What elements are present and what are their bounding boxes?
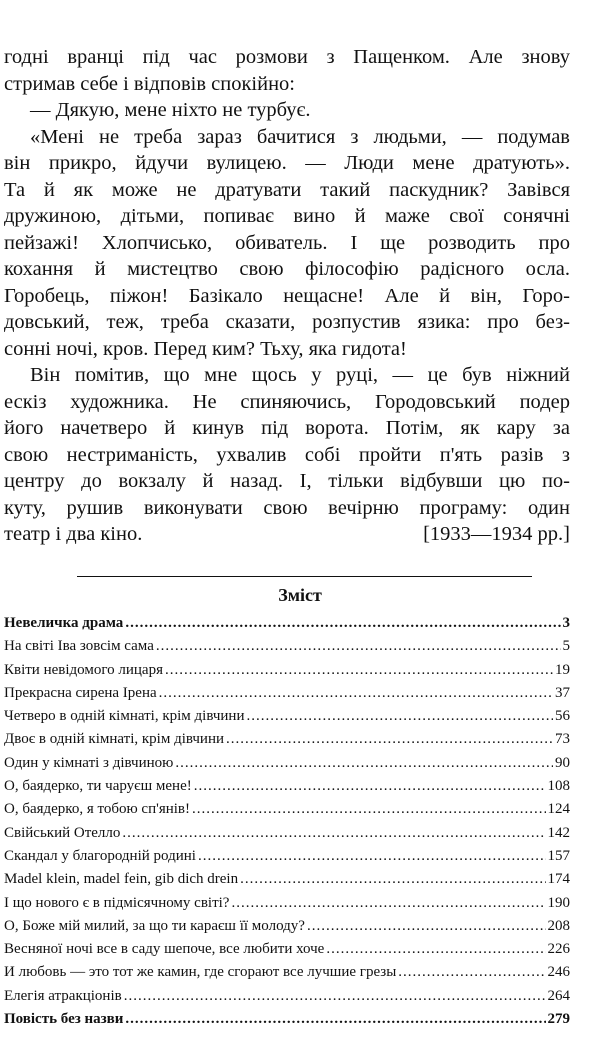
toc-entry-page: 90 — [555, 754, 570, 771]
leader-dots — [226, 728, 553, 751]
toc-entry-title: Елегія атракціонів — [4, 987, 122, 1004]
toc-entry-title: Весняної ночі все в саду шепоче, все любити хоче — [4, 941, 325, 958]
prose-line: куту, рушив виконувати свою вечірню програму: один — [4, 496, 570, 519]
prose-line: стримав себе і відповів спокійно: — [4, 72, 295, 95]
prose-line: ескіз художника. Не спиняючись, Городовський подер — [4, 390, 570, 413]
leader-dots — [240, 868, 545, 891]
toc-entry-page: 124 — [547, 801, 570, 818]
toc-entry-page: 226 — [547, 941, 570, 958]
toc-entry-page: 142 — [547, 824, 570, 841]
leader-dots — [124, 985, 546, 1008]
prose-line: пейзажі! Хлопчисько, обиватель. І ще розводить про — [4, 231, 570, 254]
toc-entry-title: Свійський Отелло — [4, 824, 121, 841]
toc-entry-page: 19 — [555, 661, 570, 678]
toc-entry-page: 73 — [555, 731, 570, 748]
toc-entry[interactable] — [4, 682, 570, 705]
toc-entry[interactable] — [4, 612, 570, 635]
toc-entry[interactable] — [4, 938, 570, 961]
leader-dots — [175, 752, 553, 775]
leader-dots — [326, 938, 545, 961]
toc-entry-page: 264 — [547, 987, 570, 1004]
toc-entry-title: Невеличка драма — [4, 615, 124, 631]
section-divider — [77, 576, 532, 577]
toc-entry[interactable] — [4, 845, 570, 868]
toc-entry-page: 56 — [555, 708, 570, 725]
prose-line: сонні ночі, кров. Перед ким? Тьху, яка гидота! — [4, 337, 407, 360]
toc-entry-page: 190 — [547, 894, 570, 911]
leader-dots — [307, 915, 546, 938]
toc-entry[interactable] — [4, 822, 570, 845]
toc-entry-title: Двоє в одній кімнаті, крім дівчини — [4, 731, 225, 748]
leader-dots — [192, 798, 546, 821]
leader-dots — [159, 682, 553, 705]
prose-text — [4, 44, 570, 548]
toc-entry[interactable] — [4, 1008, 570, 1031]
leader-dots — [246, 705, 553, 728]
date-note: [1933—1934 рр.] — [423, 523, 570, 545]
toc-entry-title: Скандал у благородній родині — [4, 847, 196, 864]
final-line-row — [4, 521, 570, 548]
toc-entry-title: О, Боже мій милий, за що ти караєш її молоду? — [4, 917, 305, 934]
toc-entry-page: 5 — [562, 638, 570, 655]
toc-entry-title: Повість без назви — [4, 1011, 124, 1028]
prose-line: кохання й мистецтво свою філософію радісного осла. — [4, 258, 570, 280]
toc-entry-page: 208 — [547, 917, 570, 934]
prose-line: дружиною, дітьми, попиває вино й маже свої сонячні — [4, 205, 570, 227]
prose-line: Він помітив, що мне щось у руці, — це був ніжний — [30, 364, 570, 386]
toc-entry-page: 3 — [562, 615, 570, 631]
leader-dots — [156, 635, 561, 658]
prose-line: свою нестриманість, ухвалив собі пройти п'ять разів з — [4, 443, 570, 466]
toc-entry[interactable] — [4, 635, 570, 658]
toc-entry-title: І що нового є в підмісячному світі? — [4, 894, 230, 911]
toc-entry-title: Один у кімнаті з дівчиною — [4, 754, 174, 771]
toc-entry[interactable] — [4, 985, 570, 1008]
toc-entry-title: Квіти невідомого лицаря — [4, 661, 163, 678]
prose-line: центру до вокзалу й назад. І, тільки відбувши цю по- — [4, 470, 570, 492]
prose-line: «Мені не треба зараз бачитися з людьми, — подумав — [30, 125, 570, 148]
toc-entry[interactable] — [4, 705, 570, 728]
toc-entry-page: 108 — [547, 778, 570, 795]
leader-dots — [198, 845, 546, 868]
prose-line: він прикро, йдучи вулицею. — Люди мене дратують». — [4, 152, 570, 174]
toc-entry[interactable] — [4, 752, 570, 775]
toc-entry[interactable] — [4, 728, 570, 751]
toc-entry-page: 157 — [547, 847, 570, 864]
prose-line: Горобець, піжон! Базікало нещасне! Але й він, Горо- — [4, 284, 570, 307]
toc-entry[interactable] — [4, 892, 570, 915]
prose-line: театр і два кіно. — [4, 523, 143, 545]
leader-dots — [165, 659, 553, 682]
toc-entry[interactable] — [4, 961, 570, 984]
toc-entry-page: 174 — [547, 871, 570, 888]
leader-dots — [194, 775, 546, 798]
toc-entry-title: О, баядерко, я тобою сп'янів! — [4, 801, 190, 818]
toc-entry[interactable] — [4, 915, 570, 938]
leader-dots — [125, 612, 560, 635]
toc-entry-page: 37 — [555, 684, 570, 701]
toc-entry[interactable] — [4, 868, 570, 891]
toc-entry-page: 279 — [547, 1011, 570, 1028]
leader-dots — [231, 892, 545, 915]
leader-dots — [398, 961, 545, 984]
toc-entry[interactable] — [4, 659, 570, 682]
toc-entry[interactable] — [4, 775, 570, 798]
toc-title: Зміст — [278, 585, 322, 605]
prose-line: — Дякую, мене ніхто не турбує. — [30, 99, 311, 121]
toc-entry-title: На світі Іва зовсім сама — [4, 638, 154, 655]
leader-dots — [122, 822, 545, 845]
leader-dots — [125, 1008, 545, 1031]
table-of-contents — [4, 612, 570, 1031]
toc-entry[interactable] — [4, 798, 570, 821]
prose-line: його начетверо й кинув під ворота. Потім, як кару за — [4, 417, 570, 439]
toc-entry-title: И любовь — это тот же камин, где сгорают все лучшие грезы — [4, 964, 397, 981]
prose-line: годні вранці під час розмови з Пащенком. Але знову — [4, 46, 570, 68]
toc-entry-page: 246 — [547, 964, 570, 981]
toc-entry-title: Madel klein, madel fein, gib dich drein — [4, 871, 239, 888]
prose-line: довський, теж, треба сказати, розпустив язика: про без- — [4, 311, 570, 333]
toc-entry-title: Прекрасна сирена Ірена — [4, 684, 157, 701]
prose-line: Та й як може не дратувати такий паскудник? Завівся — [4, 178, 570, 201]
toc-entry-title: О, баядерко, ти чаруєш мене! — [4, 778, 192, 795]
toc-entry-title: Четверо в одній кімнаті, крім дівчини — [4, 708, 245, 725]
